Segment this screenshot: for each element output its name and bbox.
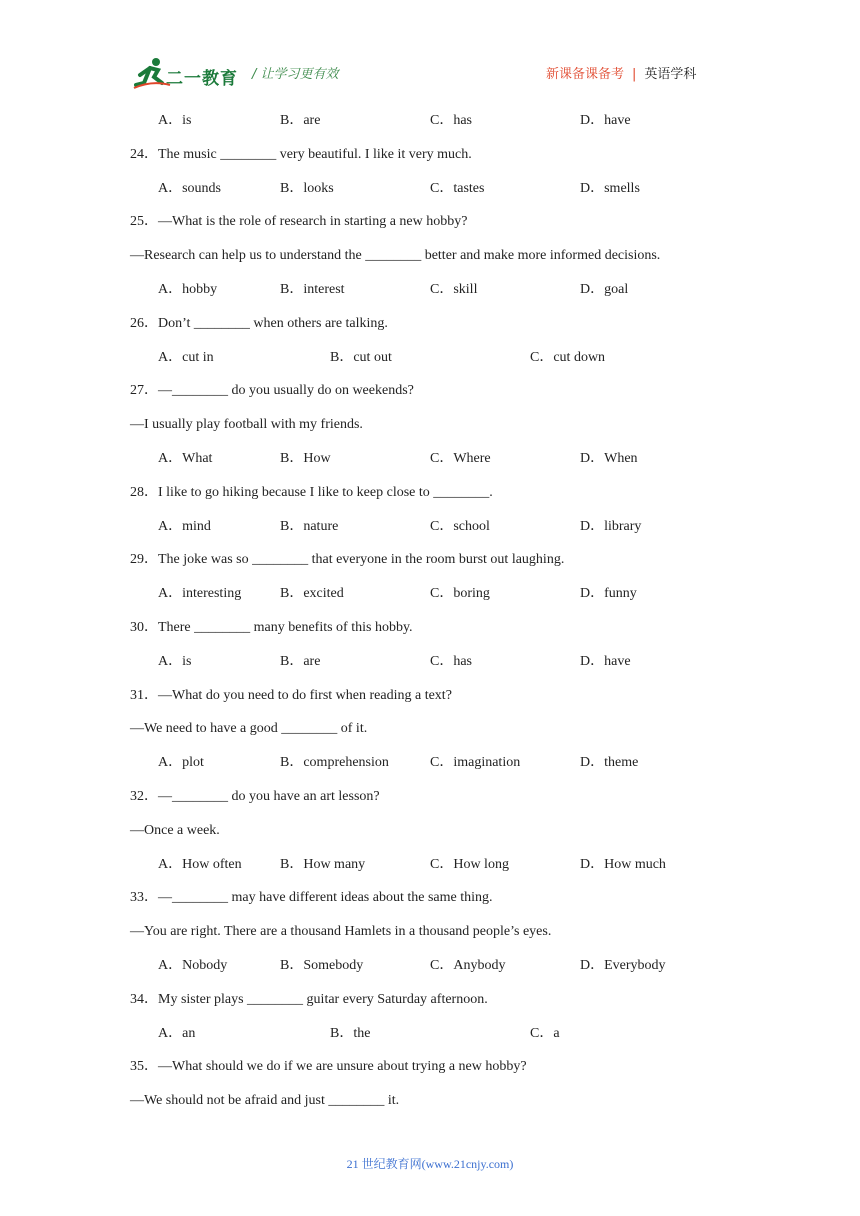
answer-option: B．comprehension	[280, 755, 389, 771]
logo-text: 二一教育	[166, 69, 238, 89]
header-tag: 新课备课备考	[546, 67, 625, 82]
answer-option: D．smells	[580, 180, 640, 196]
dialogue-line: —I usually play football with my friends.	[130, 417, 363, 433]
answer-option: B．How many	[280, 856, 366, 872]
question-stem: 28．I like to go hiking because I like to keep close to ________.	[130, 484, 493, 500]
answer-option: D．library	[580, 518, 642, 534]
answer-option: C．Anybody	[430, 958, 506, 973]
question-stem: 26．Don’t ________ when others are talking.	[130, 315, 388, 331]
dialogue-line: —We need to have a good ________ of it.	[130, 721, 368, 737]
answer-option: B．excited	[280, 586, 344, 602]
question-stem: 35．—What should we do if we are unsure about trying a new hobby?	[130, 1059, 527, 1075]
logo	[132, 55, 240, 91]
question-stem: 30．There ________ many benefits of this hobby.	[130, 620, 413, 635]
dialogue-line: —Research can help us to understand the ________ better and make more informed decisions.	[130, 248, 661, 264]
answer-option: B．nature	[280, 518, 339, 534]
footer: 21 世纪教育网(www.21cnjy.com)	[346, 1157, 514, 1171]
answer-option: A．cut in	[158, 349, 214, 365]
question-stem: 29．The joke was so ________ that everyone in the room burst out laughing.	[130, 552, 565, 568]
answer-option: C．skill	[430, 282, 478, 297]
answer-option: C．boring	[430, 586, 490, 602]
question-stem: 34．My sister plays ________ guitar every Saturday afternoon.	[130, 991, 488, 1007]
answer-option: C．imagination	[430, 755, 521, 771]
header-right	[546, 63, 696, 82]
answer-option: C．tastes	[430, 180, 485, 196]
dialogue-line: —Once a week.	[130, 822, 220, 838]
question-stem: 27．—________ do you usually do on weekends?	[130, 383, 414, 399]
answer-option: C．has	[430, 653, 472, 669]
answer-option: C．a	[530, 1025, 560, 1041]
answer-option: A．How often	[158, 856, 242, 872]
answer-option: D．funny	[580, 586, 637, 602]
answer-option: A．sounds	[158, 180, 222, 196]
answer-option: A．is	[158, 653, 192, 669]
answer-option: B．interest	[280, 282, 345, 297]
answer-option: A．mind	[158, 518, 211, 534]
answer-option: D．have	[580, 653, 631, 669]
header-subject: 英语学科	[644, 67, 697, 82]
answer-option: D．theme	[580, 755, 639, 771]
answer-option: A．is	[158, 113, 192, 128]
question-stem: 31．—What do you need to do first when reading a text?	[130, 687, 452, 703]
answer-option: D．When	[580, 451, 638, 466]
answer-option: A．an	[158, 1025, 196, 1041]
answer-option: D．How much	[580, 856, 666, 872]
answer-option: A．plot	[158, 755, 204, 771]
question-stem: 24．The music ________ very beautiful. I like it very much.	[130, 146, 472, 162]
answer-option: B．looks	[280, 180, 334, 196]
answer-option: C．How long	[430, 856, 509, 872]
answer-option: D．goal	[580, 282, 629, 297]
page-header	[0, 0, 860, 100]
header-separator: |	[632, 67, 637, 82]
answer-option: B．are	[280, 113, 321, 128]
answer-option: A．hobby	[158, 282, 218, 297]
answer-option: D．have	[580, 113, 631, 128]
answer-option: A．What	[158, 451, 213, 466]
answer-option: B．the	[330, 1025, 371, 1041]
answer-option: C．cut down	[530, 349, 606, 365]
answer-option: A．interesting	[158, 586, 242, 602]
answer-option: A．Nobody	[158, 958, 228, 973]
answer-option: C．Where	[430, 451, 491, 466]
answer-option: C．has	[430, 113, 472, 128]
dialogue-line: —You are right. There are a thousand Hamlets in a thousand people’s eyes.	[130, 924, 552, 940]
question-stem: 32．—________ do you have an art lesson?	[130, 789, 380, 804]
answer-option: D．Everybody	[580, 958, 666, 973]
answer-option: B．Somebody	[280, 958, 364, 973]
question-stem: 33．—________ may have different ideas about the same thing.	[130, 890, 493, 906]
answer-option: B．are	[280, 653, 321, 669]
slogan: / 让学习更有效	[252, 67, 339, 82]
answer-option: B．How	[280, 451, 331, 466]
answer-option: B．cut out	[330, 349, 392, 365]
question-stem: 25．—What is the role of research in starting a new hobby?	[130, 214, 468, 230]
dialogue-line: —We should not be afraid and just ________ it.	[130, 1093, 400, 1109]
answer-option: C．school	[430, 518, 490, 534]
